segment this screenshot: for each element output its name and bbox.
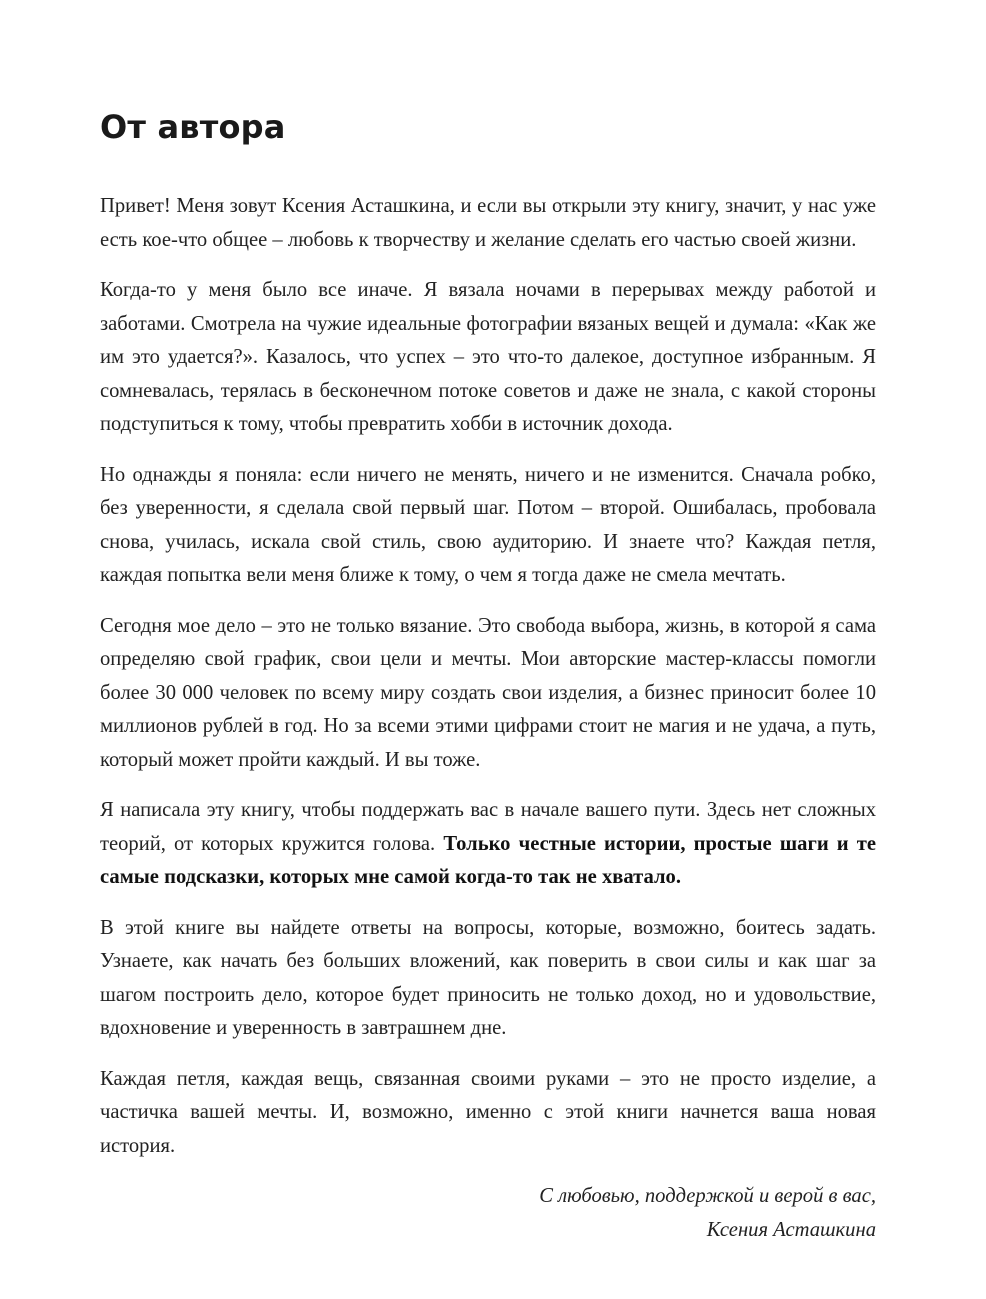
paragraph-book-contents: В этой книге вы найдете ответы на вопросы, которые, возможно, боитесь задать. Узнаете, как начать без больших вложений, как поверить в свои силы и как шаг за шагом построить дело, которое будет приносить не только доход, но и удовольствие, вдохновение и уверенность в завтрашнем дне. [100,916,876,1039]
paragraph-past: Когда-то у меня было все иначе. Я вязала ночами в перерывах между работой и заботами. Смотрела на чужие идеальные фотографии вязаных вещей и думала: «Как же им это удается?». Казалось, что успех – это что-то далекое, доступное избранным. Я сомневалась, терялась в бесконечном потоке советов и даже не знала, с какой стороны подступиться к тому, чтобы превратить хобби в источник дохода. [100,279,876,435]
page-content [100,108,876,1247]
page-title: От автора [100,108,286,146]
paragraph-book-purpose-emphasis: Только честные истории, простые шаги и те самые подсказки, которых мне самой когда-то так не хватало. [100,832,876,888]
signature-dedication: С любовью, поддержкой и верой в вас, [539,1185,876,1207]
paragraph-today: Сегодня мое дело – это не только вязание. Это свобода выбора, жизнь, в которой я сама определяю свой график, свои цели и мечты. Мои авторские мастер-классы помогли более 30 000 человек по всему миру создать свои изделия, а бизнес приносит более 10 миллионов рублей в год. Но за всеми этими цифрами стоит не магия и не удача, а путь, который может пройти каждый. И вы тоже. [100,614,876,771]
paragraph-book-purpose [100,794,876,895]
paragraph-closing: Каждая петля, каждая вещь, связанная своими руками – это не просто изделие, а частичка вашей мечты. И, возможно, именно с этой книги начнется ваша новая история. [100,1067,876,1157]
paragraph-book-purpose-text: Я написала эту книгу, чтобы поддержать вас в начале вашего пути. Здесь нет сложных теорий, от которых кружится голова. [100,799,876,855]
paragraph-first-step: Но однажды я поняла: если ничего не менять, ничего и не изменится. Сначала робко, без уверенности, я сделала свой первый шаг. Потом – второй. Ошибалась, пробовала снова, училась, искала свой стиль, свою аудиторию. И знаете что? Каждая петля, каждая попытка вели меня ближе к тому, о чем я тогда даже не смела мечтать. [100,463,876,586]
signature-author-name: Ксения Асташкина [706,1218,876,1241]
signature [100,1180,876,1247]
paragraph-greeting: Привет! Меня зовут Ксения Асташкина, и если вы открыли эту книгу, значит, у нас уже есть кое-что общее – любовь к творчеству и желание сделать его частью своей жизни. [100,195,876,251]
